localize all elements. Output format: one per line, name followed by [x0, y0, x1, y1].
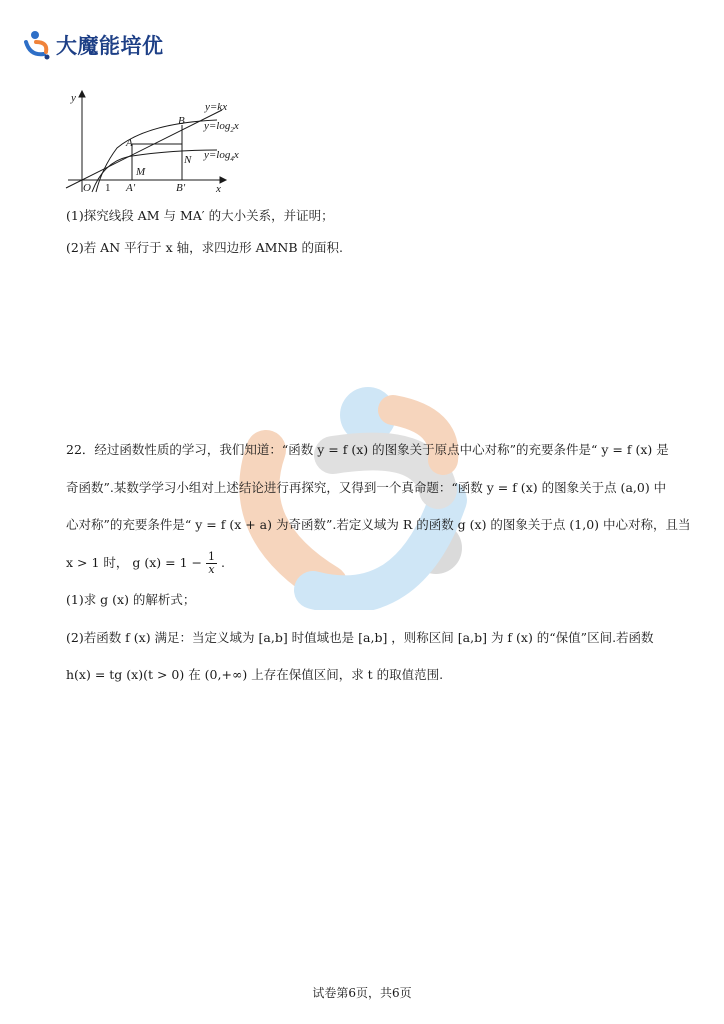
label-point-A: A — [126, 137, 133, 149]
q22-line4 — [66, 551, 225, 576]
q21-part2: (2)若 AN 平行于 x 轴，求四边形 AMNB 的面积. — [66, 240, 343, 255]
fraction-one-over-x — [206, 551, 217, 576]
brand-name: 大魔能培优 — [56, 34, 164, 58]
label-point-N: N — [184, 154, 192, 166]
label-point-M: M — [136, 166, 146, 178]
fraction-denominator: x — [208, 563, 215, 576]
q22-part1: (1)求 g (x) 的解析式； — [66, 592, 196, 607]
q22-line2: 奇函数”.某数学学习小组对上述结论进行再探究，又得到一个真命题：“函数 y = f (x) 的图象关于点 (a,0) 中 — [66, 480, 667, 495]
label-tick-one: 1 — [105, 182, 111, 194]
label-curve-log2: $y=\log_2x$ — [204, 120, 239, 134]
label-origin: O — [83, 182, 91, 194]
x-axis-arrow-icon — [220, 177, 226, 183]
function-graph-figure — [62, 88, 262, 196]
label-point-B: B — [178, 115, 185, 127]
q22-part2-line1: (2)若函数 f (x) 满足：当定义域为 [a,b] 时值域也是 [a,b] ，则称区间 [a,b] 为 f (x) 的“保值”区间.若函数 — [66, 630, 654, 645]
logo-mark-icon — [22, 30, 52, 60]
page-footer: 试卷第6页，共6页 — [312, 986, 412, 1000]
q22-line3: 心对称”的充要条件是“ y = f (x + a) 为奇函数”.若定义域为 R 的函数 g (x) 的图象关于点 (1,0) 中心对称，且当 — [66, 517, 691, 532]
label-point-A-prime: A′ — [126, 182, 136, 194]
brand-logo — [22, 30, 164, 60]
y-axis-arrow-icon — [79, 91, 85, 97]
label-curve-log4: $y=\log_4x$ — [204, 149, 239, 163]
curve-log2 — [96, 120, 217, 192]
label-line-kx: y=kx — [205, 101, 228, 113]
q22-line4-lead: x > 1 时， g (x) = 1 − — [66, 555, 202, 570]
q22-line1: 22．经过函数性质的学习，我们知道：“函数 y = f (x) 的图象关于原点中心对称”的充要条件是“ y = f (x) 是 — [66, 442, 669, 457]
fraction-numerator: 1 — [207, 550, 215, 563]
q22-part2-line2: h(x) = tg (x)(t > 0) 在 (0,+∞) 上存在保值区间，求 t 的取值范围. — [66, 667, 444, 682]
q22-line4-end: . — [220, 555, 225, 570]
label-point-B-prime: B′ — [176, 182, 186, 194]
label-axis-x: x — [216, 183, 221, 195]
q21-part1: (1)探究线段 AM 与 MA′ 的大小关系，并证明； — [66, 208, 334, 223]
label-axis-y: y — [71, 92, 76, 104]
